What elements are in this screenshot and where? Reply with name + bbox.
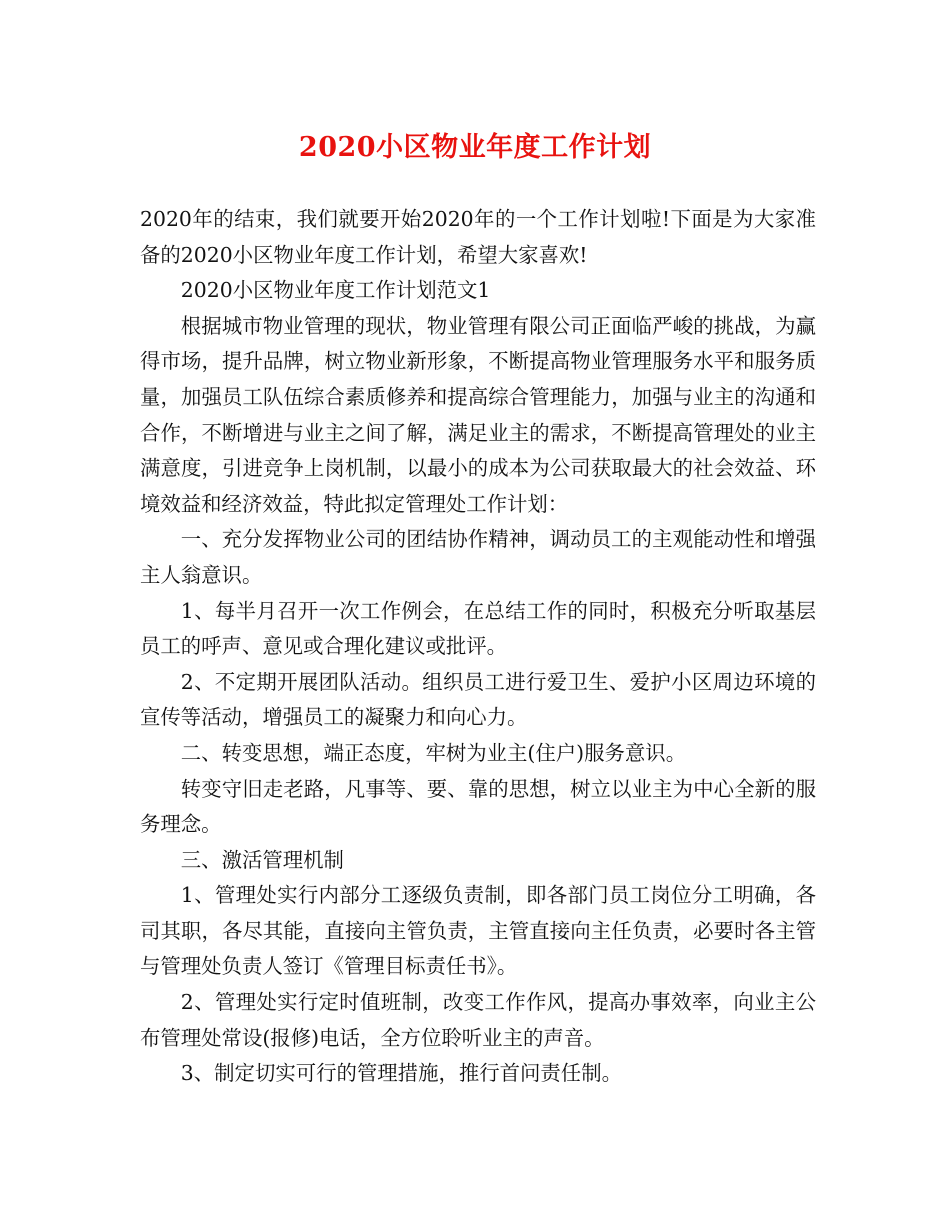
paragraph-background: 根据城市物业管理的现状，物业管理有限公司正面临严峻的挑战，为赢得市场，提升品牌，树立物业新形象，不断提高物业管理服务水平和服务质量，加强员工队伍综合素质修养和提高综合管理能力，加强与业主的沟通和合作，不断增进与业主之间了解，满足业主的需求，不断提高管理处的业主满意度，引进竞争上岗机制，以最小的成本为公司获取最大的社会效益、环境效益和经济效益，特此拟定管理处工作计划： xyxy=(140,313,816,516)
list-item-3-3: 3、制定切实可行的管理措施，推行首问责任制。 xyxy=(180,1061,622,1086)
paragraph-section-2: 转变守旧走老路，凡事等、要、靠的思想，树立以业主为中心全新的服务理念。 xyxy=(140,776,816,837)
list-item-3-1: 1、管理处实行内部分工逐级负责制，即各部门员工岗位分工明确，各司其职，各尽其能，直接向主管负责，主管直接向主任负责，必要时各主管与管理处负责人签订《管理目标责任书》。 xyxy=(140,883,816,979)
list-item-3-2: 2、管理处实行定时值班制，改变工作作风，提高办事效率，向业主公布管理处常设(报修)电话，全方位聆听业主的声音。 xyxy=(140,990,816,1050)
list-item-1-1: 1、每半月召开一次工作例会，在总结工作的同时，积极充分听取基层员工的呼声、意见或合理化建议或批评。 xyxy=(140,598,816,659)
list-item-1-2: 2、不定期开展团队活动。组织员工进行爱卫生、爱护小区周边环境的宣传等活动，增强员工的凝聚力和向心力。 xyxy=(140,669,816,730)
paragraph-sample-heading: 2020小区物业年度工作计划范文1 xyxy=(180,278,491,303)
paragraph-intro: 2020年的结束，我们就要开始2020年的一个工作计划啦!下面是为大家准备的2020小区物业年度工作计划，希望大家喜欢! xyxy=(140,207,816,267)
section-heading-2: 二、转变思想，端正态度，牢树为业主(住户)服务意识。 xyxy=(180,740,687,765)
section-heading-1: 一、充分发挥物业公司的团结协作精神，调动员工的主观能动性和增强主人翁意识。 xyxy=(140,527,816,587)
document-title: 2020小区物业年度工作计划 xyxy=(298,132,652,163)
section-heading-3: 三、激活管理机制 xyxy=(180,847,344,872)
document-body xyxy=(140,202,816,1092)
